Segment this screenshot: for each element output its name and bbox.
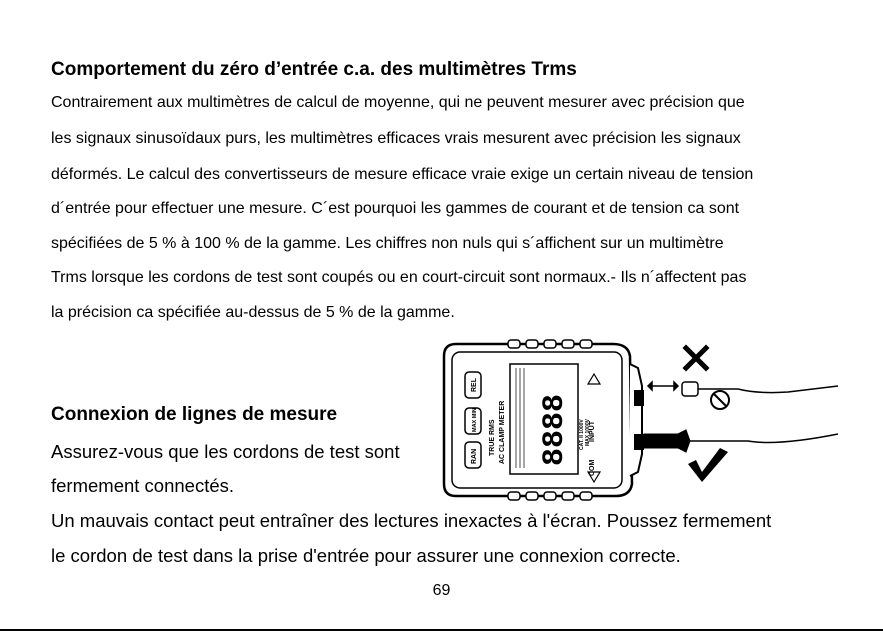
input-label: INPUT <box>589 421 596 442</box>
rel-button <box>465 372 481 398</box>
true-rms-label: TRUE RMS <box>489 419 496 456</box>
paragraph-line: déformés. Le calcul des convertisseurs de mesure efficace vraie exige un certain niveau de tension <box>51 166 754 183</box>
prohibited-icon <box>711 391 729 409</box>
section-title-ac-zero: Comportement du zéro d’entrée c.a. des multimètres Trms <box>51 59 577 80</box>
com-label: COM <box>589 459 596 476</box>
paragraph-line: spécifiées de 5 % à 100 % de la gamme. Les chiffres non nuls qui s´affichent sur un multimètre <box>51 235 724 252</box>
meter-illustration <box>438 338 848 502</box>
section-title-test-leads: Connexion de lignes de mesure <box>51 404 338 425</box>
paragraph-line: Trms lorsque les cordons de test sont coupés ou en court-circuit sont normaux.- Ils n´affectent pas <box>51 269 747 286</box>
loose-test-lead <box>648 382 838 396</box>
cat-label: CAT. II 1000V <box>579 419 585 450</box>
paragraph-line: le cordon de test dans la prise d'entrée pour assurer une connexion correcte. <box>51 545 681 566</box>
cross-mark-icon <box>686 348 706 368</box>
max-voltage-label: MAX 1000V <box>585 419 591 446</box>
max-min-label: MAX MIN <box>472 408 478 432</box>
paragraph-line: Contrairement aux multimètres de calcul de moyenne, qui ne peuvent mesurer avec précision que <box>51 94 745 111</box>
page-number: 69 <box>432 582 451 599</box>
inserted-test-lead <box>644 430 838 452</box>
paragraph-line: Assurez-vous que les cordons de test sont <box>51 441 400 462</box>
ran-button <box>465 442 481 468</box>
paragraph-line: fermement connectés. <box>51 475 235 496</box>
paragraph-line: d´entrée pour effectuer une mesure. C´est pourquoi les gammes de courant et de tension ca sont <box>51 200 740 217</box>
paragraph-line: les signaux sinusoïdaux purs, les multimètres efficaces vrais mesurent avec précision les signaux <box>51 130 741 147</box>
lcd-digits: 8888 <box>538 393 572 466</box>
meter-name-label: AC CLAMP METER <box>499 400 506 464</box>
max-min-button <box>465 408 481 434</box>
rel-label: REL <box>471 378 478 392</box>
check-mark-icon <box>688 448 728 482</box>
ran-label: RAN <box>471 448 478 464</box>
paragraph-line: la précision ca spécifiée au-dessus de 5 % de la gamme. <box>51 304 455 321</box>
paragraph-line: Un mauvais contact peut entraîner des lectures inexactes à l'écran. Poussez fermement <box>51 510 772 531</box>
